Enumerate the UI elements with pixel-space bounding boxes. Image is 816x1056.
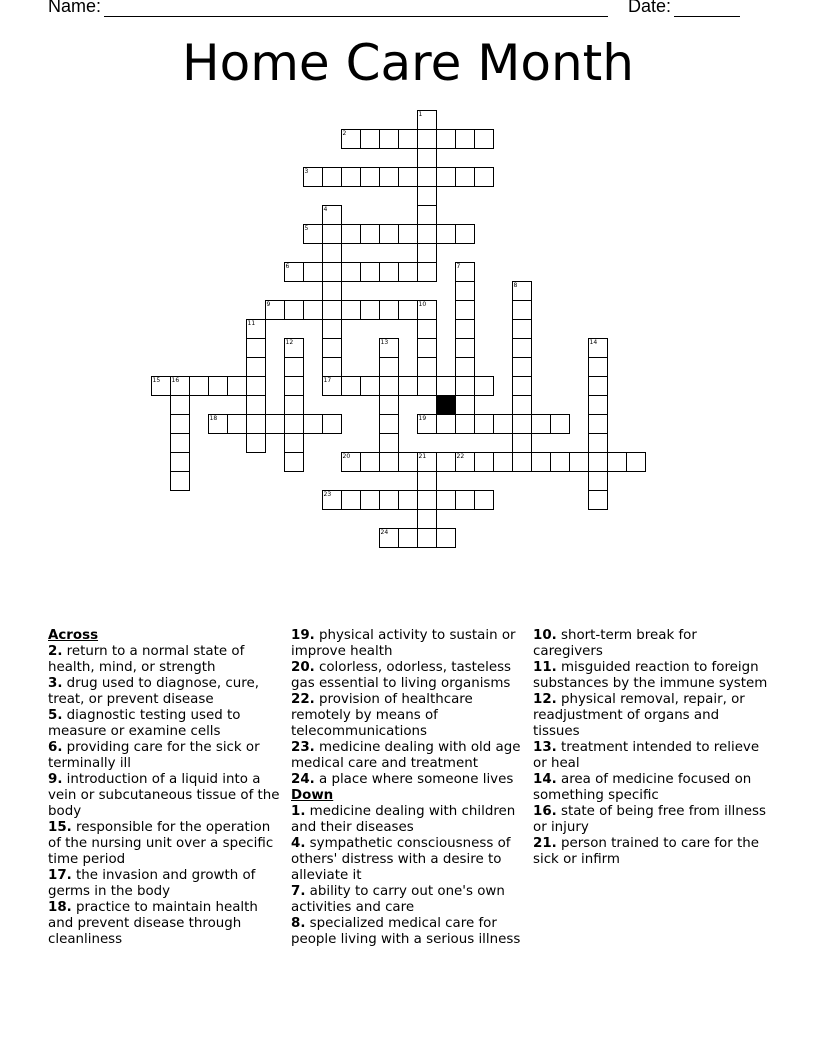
grid-cell[interactable] — [531, 452, 551, 472]
grid-cell[interactable] — [436, 528, 456, 548]
clues-column-1 — [48, 628, 284, 948]
clue-number: 24 — [380, 528, 389, 536]
grid-cell[interactable] — [170, 471, 190, 491]
grid-cell[interactable] — [512, 338, 532, 358]
clue-text: physical activity to sustain or improve health — [291, 628, 516, 659]
grid-cell[interactable] — [322, 281, 342, 301]
grid-cell[interactable] — [588, 452, 608, 472]
grid-cell[interactable] — [265, 414, 285, 434]
clue-text: return to a normal state of health, mind, or strength — [48, 644, 245, 675]
grid-cell[interactable] — [531, 414, 551, 434]
clue-text: medicine dealing with old age medical care and treatment — [291, 740, 521, 771]
clue-num: 20. — [291, 660, 315, 675]
grid-cell[interactable] — [322, 319, 342, 339]
grid-cell[interactable] — [170, 452, 190, 472]
grid-cell[interactable] — [379, 262, 399, 282]
black-cell — [436, 395, 456, 415]
grid-cell[interactable] — [417, 243, 437, 263]
clue-item — [533, 836, 769, 868]
clue-text: provision of healthcare remotely by means of telecommunications — [291, 692, 473, 739]
clue-text: colorless, odorless, tasteless gas essential to living organisms — [291, 660, 512, 691]
grid-cell[interactable] — [455, 490, 475, 510]
page-title: Home Care Month — [182, 34, 634, 92]
grid-cell[interactable] — [588, 338, 608, 358]
clue-num: 18. — [48, 900, 72, 915]
grid-cell[interactable] — [588, 414, 608, 434]
clue-num: 2. — [48, 644, 63, 659]
clue-num: 4. — [291, 836, 306, 851]
clue-num: 24. — [291, 772, 315, 787]
grid-cell[interactable] — [227, 376, 247, 396]
clue-item — [48, 868, 284, 900]
clue-num: 1. — [291, 804, 306, 819]
clue-number: 10 — [418, 300, 427, 308]
grid-cell[interactable] — [246, 338, 266, 358]
clue-text: responsible for the operation of the nursing unit over a specific time period — [48, 820, 274, 867]
grid-cell[interactable] — [322, 376, 342, 396]
grid-cell[interactable] — [189, 376, 209, 396]
grid-cell[interactable] — [455, 338, 475, 358]
grid-cell[interactable] — [151, 376, 171, 396]
grid-cell[interactable] — [379, 376, 399, 396]
grid-cell[interactable] — [588, 471, 608, 491]
grid-cell[interactable] — [455, 357, 475, 377]
clue-number: 18 — [209, 414, 218, 422]
grid-cell[interactable] — [455, 262, 475, 282]
grid-cell[interactable] — [474, 414, 494, 434]
clue-item — [291, 660, 527, 692]
grid-cell[interactable] — [455, 129, 475, 149]
grid-cell[interactable] — [417, 357, 437, 377]
clue-text: area of medicine focused on something specific — [533, 772, 752, 803]
grid-cell[interactable] — [436, 129, 456, 149]
grid-cell[interactable] — [379, 129, 399, 149]
grid-cell[interactable] — [322, 414, 342, 434]
grid-cell[interactable] — [322, 224, 342, 244]
grid-cell[interactable] — [512, 433, 532, 453]
grid-cell[interactable] — [360, 376, 380, 396]
grid-cell[interactable] — [303, 167, 323, 187]
grid-cell[interactable] — [512, 281, 532, 301]
clue-num: 10. — [533, 628, 557, 643]
grid-cell[interactable] — [303, 414, 323, 434]
grid-cell[interactable] — [208, 376, 228, 396]
clue-number: 13 — [380, 338, 389, 346]
clue-number: 19 — [418, 414, 427, 422]
grid-cell[interactable] — [322, 338, 342, 358]
grid-cell[interactable] — [417, 471, 437, 491]
grid-cell[interactable] — [512, 414, 532, 434]
grid-cell[interactable] — [398, 129, 418, 149]
grid-cell[interactable] — [360, 300, 380, 320]
clue-item — [291, 804, 527, 836]
clue-num: 12. — [533, 692, 557, 707]
clue-number: 2 — [342, 129, 347, 137]
clue-number: 22 — [456, 452, 465, 460]
clue-text: sympathetic consciousness of others' distress with a desire to alleviate it — [291, 836, 511, 883]
grid-cell[interactable] — [284, 452, 304, 472]
grid-cell[interactable] — [246, 319, 266, 339]
grid-cell[interactable] — [436, 452, 456, 472]
clue-text: diagnostic testing used to measure or examine cells — [48, 708, 241, 739]
grid-cell[interactable] — [284, 414, 304, 434]
grid-cell[interactable] — [265, 300, 285, 320]
grid-cell[interactable] — [360, 452, 380, 472]
grid-cell[interactable] — [284, 262, 304, 282]
grid-cell[interactable] — [398, 262, 418, 282]
grid-cell[interactable] — [436, 490, 456, 510]
grid-cell[interactable] — [303, 262, 323, 282]
clue-item — [48, 644, 284, 676]
grid-cell[interactable] — [246, 414, 266, 434]
grid-cell[interactable] — [398, 300, 418, 320]
clue-number: 15 — [152, 376, 161, 384]
clue-text: misguided reaction to foreign substances by the immune system — [533, 660, 768, 691]
clue-num: 16. — [533, 804, 557, 819]
grid-cell[interactable] — [512, 319, 532, 339]
grid-cell[interactable] — [322, 205, 342, 225]
clues-column-2 — [291, 628, 527, 948]
clue-number: 6 — [285, 262, 290, 270]
grid-cell[interactable] — [398, 224, 418, 244]
grid-cell[interactable] — [170, 414, 190, 434]
grid-cell[interactable] — [341, 262, 361, 282]
grid-cell[interactable] — [379, 528, 399, 548]
clue-number: 1 — [418, 110, 423, 118]
clue-heading: Down — [291, 788, 334, 803]
clue-item — [291, 772, 527, 788]
clue-item — [291, 884, 527, 916]
grid-cell[interactable] — [436, 376, 456, 396]
grid-cell[interactable] — [550, 414, 570, 434]
grid-cell[interactable] — [455, 281, 475, 301]
clue-number: 7 — [456, 262, 461, 270]
clue-text: physical removal, repair, or readjustment of organs and tissues — [533, 692, 745, 739]
clue-num: 9. — [48, 772, 63, 787]
clue-num: 11. — [533, 660, 557, 675]
clues-column-3 — [533, 628, 769, 868]
clue-number: 16 — [171, 376, 180, 384]
grid-cell[interactable] — [246, 357, 266, 377]
clue-number: 4 — [323, 205, 328, 213]
grid-cell[interactable] — [455, 300, 475, 320]
clue-num: 5. — [48, 708, 63, 723]
grid-cell[interactable] — [417, 129, 437, 149]
grid-cell[interactable] — [360, 262, 380, 282]
grid-cell[interactable] — [512, 300, 532, 320]
grid-cell[interactable] — [341, 376, 361, 396]
grid-cell[interactable] — [360, 490, 380, 510]
clue-number: 20 — [342, 452, 351, 460]
clue-num: 17. — [48, 868, 72, 883]
clue-text: a place where someone lives — [314, 772, 514, 787]
clue-text: short-term break for caregivers — [533, 628, 697, 659]
grid-cell[interactable] — [360, 224, 380, 244]
grid-cell[interactable] — [341, 224, 361, 244]
clue-num: 13. — [533, 740, 557, 755]
grid-cell[interactable] — [379, 167, 399, 187]
grid-cell[interactable] — [588, 395, 608, 415]
grid-cell[interactable] — [322, 357, 342, 377]
clue-number: 3 — [304, 167, 309, 175]
grid-cell[interactable] — [398, 376, 418, 396]
clue-item — [533, 740, 769, 772]
clue-heading: Across — [48, 628, 99, 643]
grid-cell[interactable] — [322, 167, 342, 187]
clue-item — [291, 916, 527, 948]
clue-item — [291, 740, 527, 772]
grid-cell[interactable] — [398, 528, 418, 548]
clue-num: 3. — [48, 676, 63, 691]
grid-cell[interactable] — [246, 376, 266, 396]
grid-cell[interactable] — [379, 414, 399, 434]
grid-cell[interactable] — [455, 319, 475, 339]
grid-cell[interactable] — [512, 395, 532, 415]
grid-cell[interactable] — [512, 357, 532, 377]
grid-cell[interactable] — [417, 224, 437, 244]
grid-cell[interactable] — [170, 433, 190, 453]
clue-number: 11 — [247, 319, 256, 327]
clue-num: 8. — [291, 916, 306, 931]
clue-num: 23. — [291, 740, 315, 755]
grid-cell[interactable] — [588, 433, 608, 453]
clue-num: 6. — [48, 740, 63, 755]
date-label: Date: — [628, 0, 672, 16]
grid-cell[interactable] — [607, 452, 627, 472]
clue-number: 9 — [266, 300, 271, 308]
grid-cell[interactable] — [417, 148, 437, 168]
clue-item — [291, 836, 527, 884]
clue-num: 14. — [533, 772, 557, 787]
grid-cell[interactable] — [455, 395, 475, 415]
clue-item — [533, 692, 769, 740]
clue-number: 17 — [323, 376, 332, 384]
grid-cell[interactable] — [379, 452, 399, 472]
clue-number: 14 — [589, 338, 598, 346]
grid-cell[interactable] — [341, 300, 361, 320]
grid-cell[interactable] — [493, 452, 513, 472]
clue-item — [533, 804, 769, 836]
grid-cell[interactable] — [455, 452, 475, 472]
clue-text: introduction of a liquid into a vein or subcutaneous tissue of the body — [48, 772, 280, 819]
grid-cell[interactable] — [417, 186, 437, 206]
clue-number: 8 — [513, 281, 518, 289]
grid-cell[interactable] — [208, 414, 228, 434]
clue-item — [48, 772, 284, 820]
clue-text: ability to carry out one's own activities and care — [291, 884, 505, 915]
grid-cell[interactable] — [569, 452, 589, 472]
grid-cell[interactable] — [417, 376, 437, 396]
grid-cell[interactable] — [417, 167, 437, 187]
grid-cell[interactable] — [246, 395, 266, 415]
grid-cell[interactable] — [322, 490, 342, 510]
clue-item — [533, 772, 769, 804]
grid-cell[interactable] — [436, 224, 456, 244]
grid-cell[interactable] — [379, 433, 399, 453]
grid-cell[interactable] — [455, 376, 475, 396]
grid-cell[interactable] — [550, 452, 570, 472]
grid-cell[interactable] — [303, 300, 323, 320]
clue-number: 23 — [323, 490, 332, 498]
clue-num: 15. — [48, 820, 72, 835]
grid-cell[interactable] — [341, 129, 361, 149]
grid-cell[interactable] — [398, 167, 418, 187]
grid-cell[interactable] — [341, 167, 361, 187]
grid-cell[interactable] — [455, 224, 475, 244]
grid-cell[interactable] — [474, 129, 494, 149]
grid-cell[interactable] — [284, 338, 304, 358]
clue-text: drug used to diagnose, cure, treat, or prevent disease — [48, 676, 259, 707]
grid-cell[interactable] — [417, 414, 437, 434]
grid-cell[interactable] — [417, 509, 437, 529]
grid-cell[interactable] — [379, 224, 399, 244]
grid-cell[interactable] — [588, 376, 608, 396]
grid-cell[interactable] — [284, 395, 304, 415]
clue-text: the invasion and growth of germs in the body — [48, 868, 256, 899]
grid-cell[interactable] — [284, 300, 304, 320]
clue-text: specialized medical care for people living with a serious illness — [291, 916, 521, 947]
grid-cell[interactable] — [284, 433, 304, 453]
clue-text: person trained to care for the sick or infirm — [533, 836, 759, 867]
grid-cell[interactable] — [303, 224, 323, 244]
grid-cell[interactable] — [417, 110, 437, 130]
name-label: Name: — [48, 0, 102, 16]
clue-number: 12 — [285, 338, 294, 346]
grid-cell[interactable] — [284, 376, 304, 396]
grid-cell[interactable] — [474, 452, 494, 472]
clue-num: 19. — [291, 628, 315, 643]
grid-cell[interactable] — [360, 167, 380, 187]
clue-num: 21. — [533, 836, 557, 851]
grid-cell[interactable] — [170, 395, 190, 415]
grid-cell[interactable] — [417, 338, 437, 358]
grid-cell[interactable] — [493, 414, 513, 434]
clue-number: 21 — [418, 452, 427, 460]
clue-item — [48, 676, 284, 708]
grid-cell[interactable] — [417, 452, 437, 472]
grid-cell[interactable] — [322, 300, 342, 320]
clue-item — [533, 628, 769, 660]
grid-cell[interactable] — [322, 262, 342, 282]
grid-cell[interactable] — [512, 376, 532, 396]
grid-cell[interactable] — [436, 414, 456, 434]
grid-cell[interactable] — [455, 167, 475, 187]
grid-cell[interactable] — [417, 262, 437, 282]
clue-text: providing care for the sick or terminally ill — [48, 740, 260, 771]
grid-cell[interactable] — [379, 300, 399, 320]
clue-item — [48, 740, 284, 772]
grid-cell[interactable] — [417, 205, 437, 225]
clue-item — [48, 708, 284, 740]
clue-text: practice to maintain health and prevent disease through cleanliness — [48, 900, 258, 947]
grid-cell[interactable] — [246, 433, 266, 453]
grid-cell[interactable] — [474, 490, 494, 510]
grid-cell[interactable] — [417, 528, 437, 548]
clue-number: 5 — [304, 224, 309, 232]
grid-cell[interactable] — [284, 357, 304, 377]
grid-cell[interactable] — [379, 395, 399, 415]
grid-cell[interactable] — [379, 357, 399, 377]
clue-item — [291, 628, 527, 660]
grid-cell[interactable] — [398, 490, 418, 510]
grid-cell[interactable] — [417, 490, 437, 510]
grid-cell[interactable] — [398, 452, 418, 472]
grid-cell[interactable] — [474, 167, 494, 187]
grid-cell[interactable] — [341, 452, 361, 472]
grid-cell[interactable] — [455, 414, 475, 434]
clue-item — [48, 820, 284, 868]
clue-text: state of being free from illness or injury — [533, 804, 766, 835]
grid-cell[interactable] — [360, 129, 380, 149]
grid-cell[interactable] — [341, 490, 361, 510]
grid-cell[interactable] — [227, 414, 247, 434]
grid-cell[interactable] — [379, 338, 399, 358]
clue-num: 7. — [291, 884, 306, 899]
clue-text: medicine dealing with children and their diseases — [291, 804, 516, 835]
grid-cell[interactable] — [322, 243, 342, 263]
grid-cell[interactable] — [588, 357, 608, 377]
clue-item — [291, 692, 527, 740]
clue-item — [48, 900, 284, 948]
grid-cell[interactable] — [417, 300, 437, 320]
grid-cell[interactable] — [626, 452, 646, 472]
grid-cell[interactable] — [512, 452, 532, 472]
grid-cell[interactable] — [474, 376, 494, 396]
clue-item — [533, 660, 769, 692]
grid-cell[interactable] — [170, 376, 190, 396]
grid-cell[interactable] — [417, 319, 437, 339]
grid-cell[interactable] — [588, 490, 608, 510]
grid-cell[interactable] — [436, 167, 456, 187]
clue-text: treatment intended to relieve or heal — [533, 740, 760, 771]
clue-num: 22. — [291, 692, 315, 707]
grid-cell[interactable] — [379, 490, 399, 510]
